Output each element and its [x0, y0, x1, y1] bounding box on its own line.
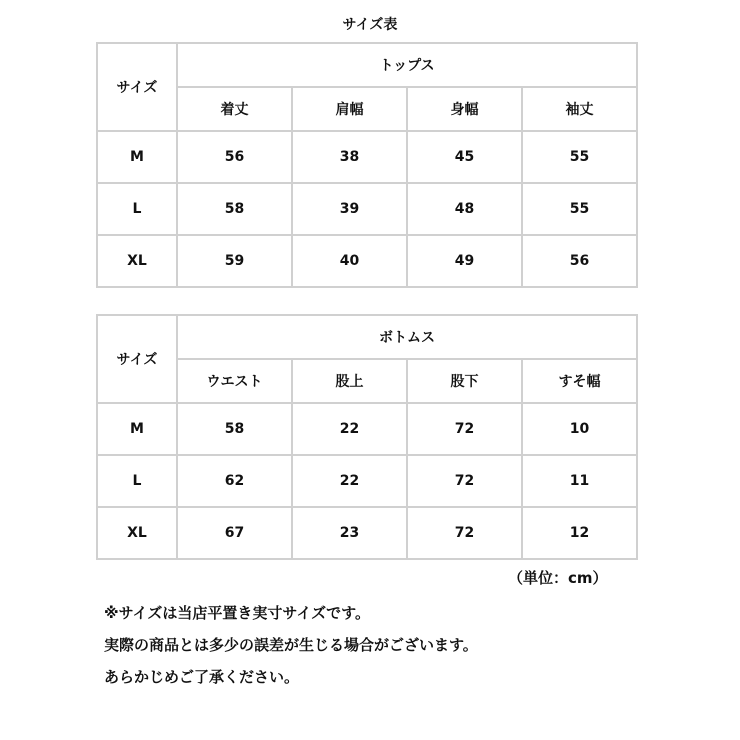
value-cell: 56 — [522, 235, 637, 287]
size-header: サイズ — [97, 43, 177, 131]
table-row — [97, 455, 637, 507]
bottoms-group-header: ボトムス — [177, 315, 637, 359]
value-cell: 48 — [407, 183, 522, 235]
table-row — [97, 507, 637, 559]
note-line: ※サイズは当店平置き実寸サイズです。 — [104, 604, 370, 622]
value-cell: 56 — [177, 131, 292, 183]
value-cell: 58 — [177, 183, 292, 235]
value-cell: 10 — [522, 403, 637, 455]
table-row — [97, 235, 637, 287]
size-cell: L — [97, 455, 177, 507]
tops-size-table — [96, 42, 638, 288]
bottoms-size-table — [96, 314, 638, 560]
value-cell: 39 — [292, 183, 407, 235]
value-cell: 59 — [177, 235, 292, 287]
value-cell: 12 — [522, 507, 637, 559]
value-cell: 38 — [292, 131, 407, 183]
value-cell: 72 — [407, 507, 522, 559]
value-cell: 22 — [292, 403, 407, 455]
value-cell: 72 — [407, 455, 522, 507]
table-row — [97, 183, 637, 235]
size-cell: L — [97, 183, 177, 235]
value-cell: 67 — [177, 507, 292, 559]
value-cell: 22 — [292, 455, 407, 507]
column-header: 股下 — [407, 359, 522, 403]
value-cell: 11 — [522, 455, 637, 507]
column-header: すそ幅 — [522, 359, 637, 403]
column-header: 身幅 — [407, 87, 522, 131]
value-cell: 58 — [177, 403, 292, 455]
value-cell: 62 — [177, 455, 292, 507]
size-cell: M — [97, 131, 177, 183]
value-cell: 23 — [292, 507, 407, 559]
value-cell: 55 — [522, 131, 637, 183]
size-cell: M — [97, 403, 177, 455]
value-cell: 49 — [407, 235, 522, 287]
column-header: 袖丈 — [522, 87, 637, 131]
tops-group-header: トップス — [177, 43, 637, 87]
size-header: サイズ — [97, 315, 177, 403]
value-cell: 72 — [407, 403, 522, 455]
unit-label: （単位：cm） — [508, 569, 608, 587]
size-cell: XL — [97, 507, 177, 559]
note-line: 実際の商品とは多少の誤差が生じる場合がございます。 — [104, 636, 478, 654]
note-line: あらかじめご了承ください。 — [104, 668, 300, 686]
column-header: 着丈 — [177, 87, 292, 131]
value-cell: 40 — [292, 235, 407, 287]
column-header: ウエスト — [177, 359, 292, 403]
notes — [104, 597, 478, 693]
value-cell: 55 — [522, 183, 637, 235]
table-row — [97, 131, 637, 183]
column-header: 肩幅 — [292, 87, 407, 131]
table-row — [97, 403, 637, 455]
page-title: サイズ表 — [342, 17, 398, 33]
column-header: 股上 — [292, 359, 407, 403]
value-cell: 45 — [407, 131, 522, 183]
size-cell: XL — [97, 235, 177, 287]
